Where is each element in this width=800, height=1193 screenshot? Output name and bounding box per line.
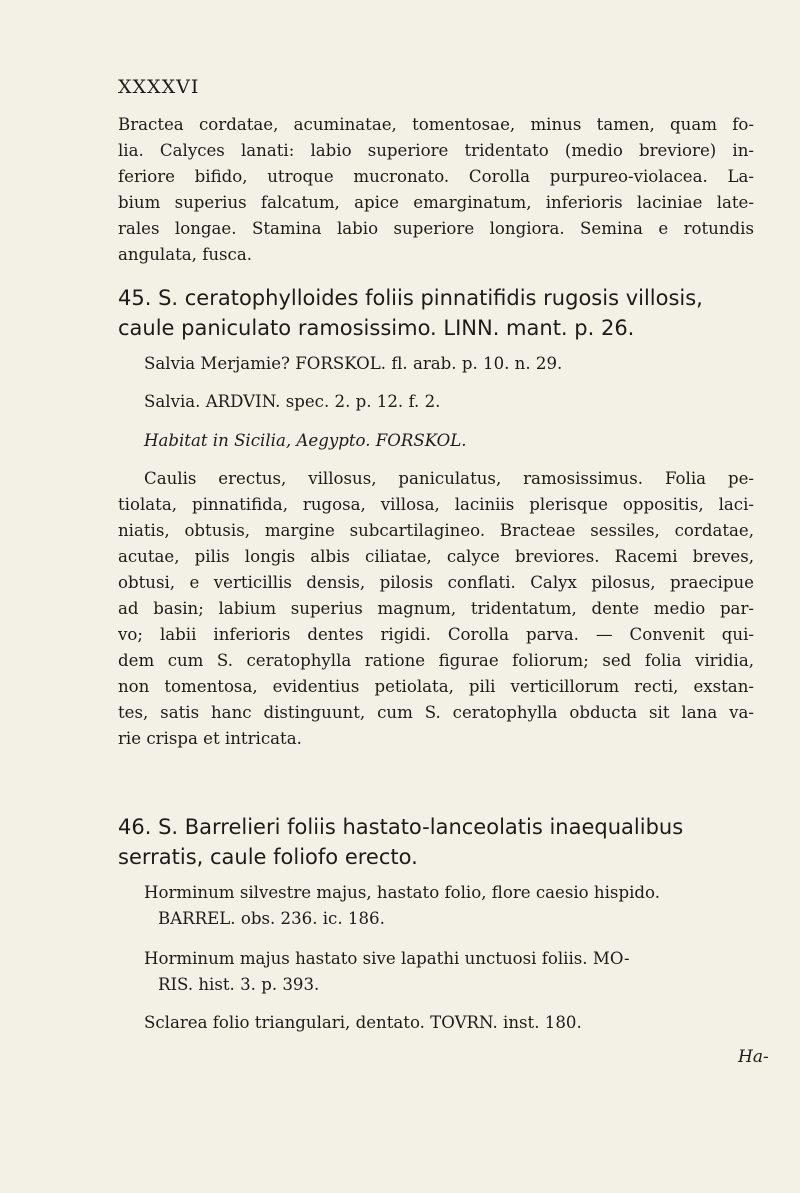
text-line: rie crispa et intricata. [118, 729, 302, 748]
synonym-block [144, 946, 754, 998]
description-45 [118, 466, 754, 752]
heading-line: 46. S. Barrelieri foliis hastato-lanceolatis inaequalibus [118, 815, 684, 839]
catchword: Ha- [738, 1047, 769, 1067]
text-line: rales longae. Stamina labio superiore longiora. Semina e rotundis [118, 219, 754, 238]
text-line: vo; labii inferioris dentes rigidi. Corolla parva. — Convenit qui- [118, 625, 754, 644]
paragraph-bracteae [118, 112, 754, 268]
text-line: non tomentosa, evidentius petiolata, pili verticillorum recti, exstan- [118, 677, 754, 696]
text-line: bium superius falcatum, apice emarginatum, inferioris laciniae late- [118, 193, 754, 212]
synonym-line: RIS. hist. 3. p. 393. [158, 975, 320, 994]
text-line: ad basin; labium superius magnum, tridentatum, dente medio par- [118, 599, 754, 618]
synonym-line: Salvia. ARDVIN. spec. 2. p. 12. f. 2. [144, 392, 441, 411]
text-line: tiolata, pinnatifida, rugosa, villosa, laciniis plerisque oppositis, laci- [118, 495, 754, 514]
text-line: dem cum S. ceratophylla ratione figurae foliorum; sed folia viridia, [118, 651, 754, 670]
text-line: niatis, obtusis, margine subcartilagineo. Bracteae sessiles, cordatae, [118, 521, 754, 540]
heading-line: 45. S. ceratophylloides foliis pinnatifidis rugosis villosis, [118, 286, 703, 310]
synonym-block [144, 880, 754, 932]
text-line: angulata, fusca. [118, 245, 253, 264]
synonym-line: Sclarea folio triangulari, dentato. TOVRN. inst. 180. [144, 1013, 582, 1032]
synonym-line: BARREL. obs. 236. ic. 186. [158, 909, 385, 928]
habitat-line: Habitat in Sicilia, Aegypto. FORSKOL. [144, 431, 467, 450]
heading-line: serratis, caule foliofo erecto. [118, 845, 418, 869]
text-line: feriore bifido, utroque mucronato. Corolla purpureo-violacea. La- [118, 167, 754, 186]
text-line: Caulis erectus, villosus, paniculatus, ramosissimus. Folia pe- [144, 469, 754, 488]
text-line: tes, satis hanc distinguunt, cum S. ceratophylla obducta sit lana va- [118, 703, 754, 722]
text-line: acutae, pilis longis albis ciliatae, calyce breviores. Racemi breves, [118, 547, 754, 566]
synonym-line: Horminum majus hastato sive lapathi unctuosi foliis. MO- [144, 949, 630, 968]
text-line: lia. Calyces lanati: labio superiore tridentato (medio breviore) in- [118, 141, 754, 160]
synonym-line: Horminum silvestre majus, hastato folio, flore caesio hispido. [144, 883, 660, 902]
species-heading-45 [118, 283, 760, 343]
heading-line: caule paniculato ramosissimo. LINN. mant. p. 26. [118, 316, 635, 340]
synonym-line: Salvia Merjamie? FORSKOL. fl. arab. p. 10. n. 29. [144, 354, 563, 373]
text-line: obtusi, e verticillis densis, pilosis conflati. Calyx pilosus, praecipue [118, 573, 754, 592]
page-number: XXXXVI [118, 76, 200, 98]
text-line: Bractea cordatae, acuminatae, tomentosae, minus tamen, quam fo- [118, 115, 754, 134]
species-heading-46 [118, 812, 760, 872]
